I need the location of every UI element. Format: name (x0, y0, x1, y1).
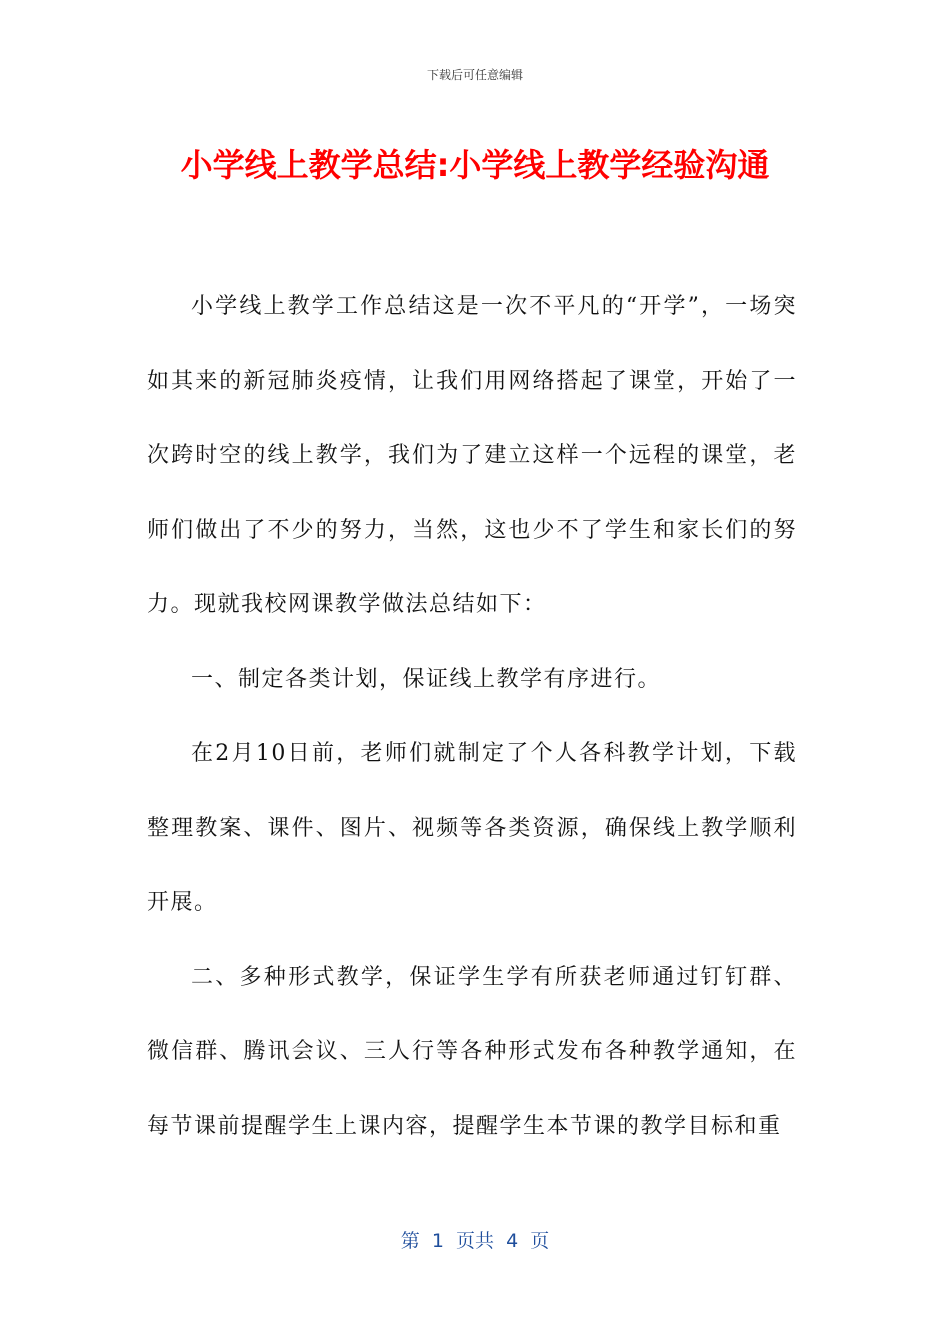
document-title: 小学线上教学总结:小学线上教学经验沟通 (180, 146, 770, 184)
document-body (147, 270, 797, 1164)
page-number-footer: 第 1 页共 4 页 (400, 1230, 550, 1252)
paragraph-intro: 小学线上教学工作总结这是一次不平凡的“开学”，一场突如其来的新冠肺炎疫情，让我们用网络搭起了课堂，开始了一次跨时空的线上教学，我们为了建立这样一个远程的课堂，老师们做出了不少的努力，当然，这也少不了学生和家长们的努力。现就我校网课教学做法总结如下： (147, 294, 797, 617)
paragraph-section-two: 二、多种形式教学，保证学生学有所获老师通过钉钉群、微信群、腾讯会议、三人行等各种形式发布各种教学通知，在每节课前提醒学生上课内容，提醒学生本节课的教学目标和重 (147, 964, 797, 1139)
paragraph-section-one-heading: 一、制定各类计划，保证线上教学有序进行。 (191, 666, 662, 692)
paragraph-section-one-body: 在2月10日前，老师们就制定了个人各科教学计划，下载整理教案、课件、图片、视频等各类资源，确保线上教学顺利开展。 (147, 741, 797, 915)
header-note: 下载后可任意编辑 (426, 68, 523, 82)
